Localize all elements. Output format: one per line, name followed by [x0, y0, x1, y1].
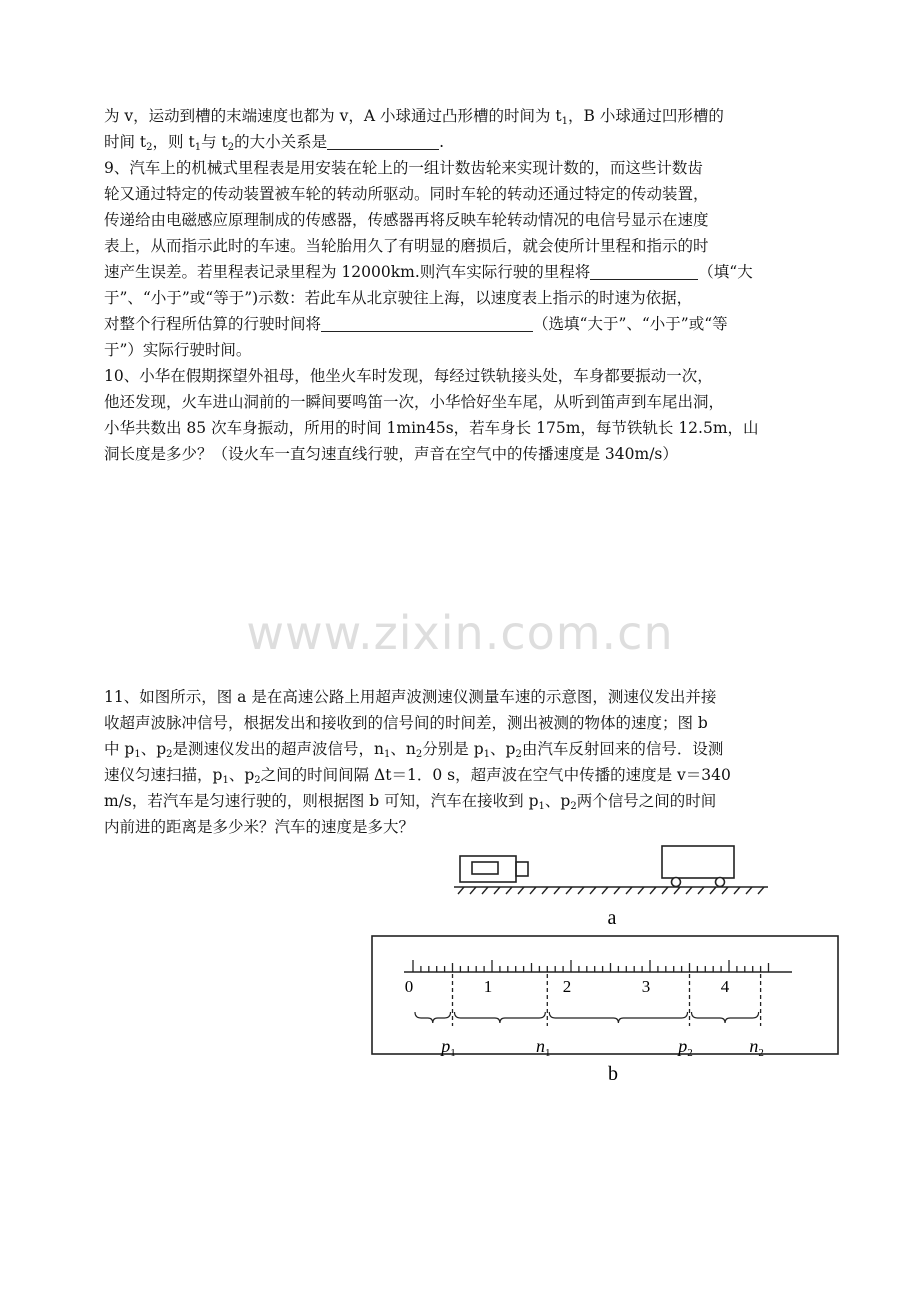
figure-b-label: b	[608, 1063, 618, 1084]
answer-blank-q9-time[interactable]	[321, 313, 533, 332]
car-icon	[662, 846, 734, 887]
signal-label: $n_2$	[749, 1036, 764, 1059]
q11-line: 11、如图所示，图 a 是在高速公路上用超声波测速仪测量车速的示意图，测速仪发出并接	[104, 688, 717, 706]
scale-numbers	[405, 977, 730, 996]
q9-line: 传递给由电磁感应原理制成的传感器，传感器再将反映车轮转动情况的电信号显示在速度	[104, 211, 709, 229]
q10-line: 10、小华在假期探望外祖母，他坐火车时发现，每经过铁轨接头处，车身都要振动一次，	[104, 367, 713, 385]
q10-line: 他还发现，火车进山洞前的一瞬间要鸣笛一次，小华恰好坐车尾，从听到笛声到车尾出洞，	[104, 393, 725, 411]
question-9	[104, 155, 824, 363]
signal-braces	[415, 1012, 759, 1023]
scale-number: 3	[641, 977, 651, 996]
q9-line: 速产生误差。若里程表记录里程为 12000km.则汽车实际行驶的里程将 （填“大	[104, 263, 753, 281]
signal-brace	[549, 1012, 687, 1023]
figure-b	[370, 934, 842, 1084]
speed-gun-icon	[460, 856, 528, 882]
q8-line-1: 为 v，运动到槽的末端速度也都为 v，A 小球通过凸形槽的时间为 $t_1$，B 小球通过凹形槽的	[104, 107, 724, 127]
answer-blank-q8[interactable]	[327, 131, 439, 150]
signal-brace	[692, 1012, 759, 1023]
signal-label: $n_1$	[536, 1036, 551, 1059]
question-8-tail	[104, 103, 824, 155]
scale-number: 4	[720, 977, 730, 996]
figure-a-label: a	[607, 907, 617, 929]
q9-line: 轮又通过特定的传动装置被车轮的转动所驱动。同时车轮的转动还通过特定的传动装置，	[104, 185, 709, 203]
scale-number: 0	[404, 977, 414, 996]
scale-number: 2	[562, 977, 572, 996]
question-11	[104, 684, 824, 840]
q11-line: 收超声波脉冲信号，根据发出和接收到的信号间的时间差，测出被测的物体的速度；图 b	[104, 714, 708, 732]
q11-line: m/s，若汽车是匀速行驶的，则根据图 b 可知，汽车在接收到 $p_1$、$p_2$两个信号之间的时间	[104, 792, 717, 812]
q9-line: 于”）实际行驶时间。	[104, 341, 252, 359]
q9-line: 于”、“小于”或“等于”)示数：若此车从北京驶往上海，以速度表上指示的时速为依据，	[104, 289, 693, 307]
question-10	[104, 363, 824, 467]
q11-line: 内前进的距离是多少米？汽车的速度是多大？	[104, 818, 415, 836]
road-ground	[454, 887, 768, 894]
watermark: www.zixin.com.cn	[246, 606, 674, 660]
q10-line: 小华共数出 85 次车身振动，所用的时间 1min45s，若车身长 175m，每节铁轨长 12.5m，山	[104, 419, 759, 437]
answer-blank-q9-mileage[interactable]	[590, 261, 698, 280]
signal-label: $p_1$	[441, 1036, 456, 1059]
signal-label: $p_2$	[678, 1036, 693, 1059]
q9-line: 表上，从而指示此时的车速。当轮胎用久了有明显的磨损后，就会使所计里程和指示的时	[104, 237, 709, 255]
q11-line: 中 $p_1$、$p_2$是测速仪发出的超声波信号，$n_1$、$n_2$分别是 $p_1$、$p_2$由汽车反射回来的信号．设测	[104, 740, 724, 760]
scale-ticks	[413, 960, 769, 972]
signal-brace	[455, 1012, 546, 1023]
q10-line: 洞长度是多少？（设火车一直匀速直线行驶，声音在空气中的传播速度是 340m/s）	[104, 445, 678, 463]
figure-a	[450, 842, 790, 930]
q8-line-2: 时间 $t_2$，则 $t_1$与 $t_2$的大小关系是 .	[104, 133, 445, 153]
signal-brace	[415, 1012, 451, 1023]
q9-line: 对整个行程所估算的行驶时间将 （选填“大于”、“小于”或“等	[104, 315, 728, 333]
scale-number: 1	[483, 977, 493, 996]
q11-line: 速仪匀速扫描，$p_1$、$p_2$之间的时间间隔 Δt＝1．0 s，超声波在空气中传播的速度是 v＝340	[104, 766, 731, 786]
q9-line: 9、汽车上的机械式里程表是用安装在轮上的一组计数齿轮来实现计数的，而这些计数齿	[104, 159, 703, 177]
